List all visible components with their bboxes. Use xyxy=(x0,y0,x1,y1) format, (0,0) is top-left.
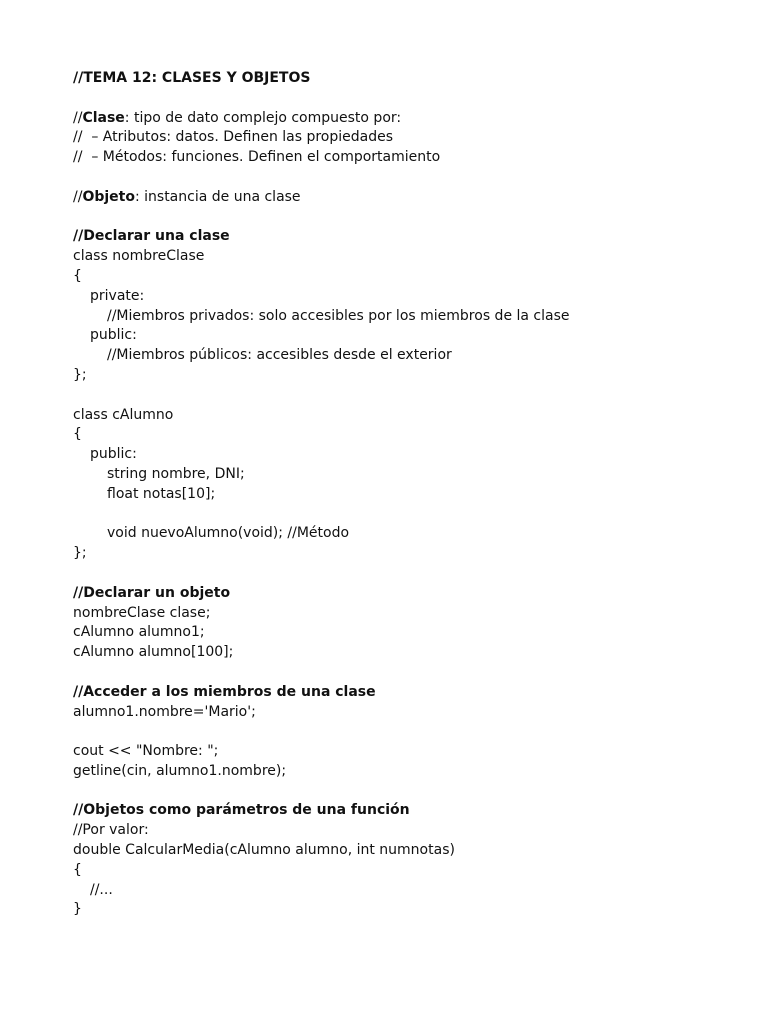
code-line: { xyxy=(73,426,82,443)
atributos-line: // – Atributos: datos. Definen las propiedades xyxy=(73,129,394,146)
code-line: float notas[10]; xyxy=(107,485,216,502)
blank-line xyxy=(73,386,733,406)
blank-line xyxy=(73,505,733,525)
code-line: } xyxy=(73,901,82,918)
code-comment: //... xyxy=(90,881,113,898)
section-heading-declarar-clase: //Declarar una clase xyxy=(73,228,230,245)
blank-line xyxy=(73,208,733,228)
code-line: alumno1.nombre='Mario'; xyxy=(73,703,256,720)
code-comment: //Por valor: xyxy=(73,822,149,839)
code-line: }; xyxy=(73,545,87,562)
code-line: class cAlumno xyxy=(73,406,174,423)
blank-line xyxy=(73,564,733,584)
blank-line xyxy=(73,89,733,109)
blank-line xyxy=(73,782,733,802)
blank-line xyxy=(73,663,733,683)
objeto-definition: //Objeto: instancia de una clase xyxy=(73,188,301,205)
code-comment: //Miembros privados: solo accesibles por los miembros de la clase xyxy=(107,307,570,324)
code-line: { xyxy=(73,861,82,878)
code-line: nombreClase clase; xyxy=(73,604,211,621)
blank-line xyxy=(73,168,733,188)
section-heading-parametros: //Objetos como parámetros de una función xyxy=(73,802,410,819)
code-line: double CalcularMedia(cAlumno alumno, int numnotas) xyxy=(73,842,455,859)
code-line: void nuevoAlumno(void); //Método xyxy=(107,525,350,542)
code-line: cAlumno alumno1; xyxy=(73,624,205,641)
metodos-line: // – Métodos: funciones. Definen el comportamiento xyxy=(73,149,441,166)
code-line: private: xyxy=(90,287,145,304)
code-line: cAlumno alumno[100]; xyxy=(73,644,234,661)
section-heading-declarar-objeto: //Declarar un objeto xyxy=(73,584,231,601)
document-page xyxy=(73,69,733,920)
clase-definition: //Clase: tipo de dato complejo compuesto por: xyxy=(73,109,402,126)
code-line: public: xyxy=(90,446,137,463)
code-line: { xyxy=(73,267,82,284)
code-line: getline(cin, alumno1.nombre); xyxy=(73,762,287,779)
blank-line xyxy=(73,722,733,742)
code-line: public: xyxy=(90,327,137,344)
code-line: cout << "Nombre: "; xyxy=(73,743,219,760)
code-comment: //Miembros públicos: accesibles desde el exterior xyxy=(107,347,452,364)
code-line: }; xyxy=(73,366,87,383)
code-line: string nombre, DNI; xyxy=(107,465,245,482)
code-line: class nombreClase xyxy=(73,248,205,265)
document-title: //TEMA 12: CLASES Y OBJETOS xyxy=(73,70,311,86)
section-heading-acceder: //Acceder a los miembros de una clase xyxy=(73,683,376,700)
